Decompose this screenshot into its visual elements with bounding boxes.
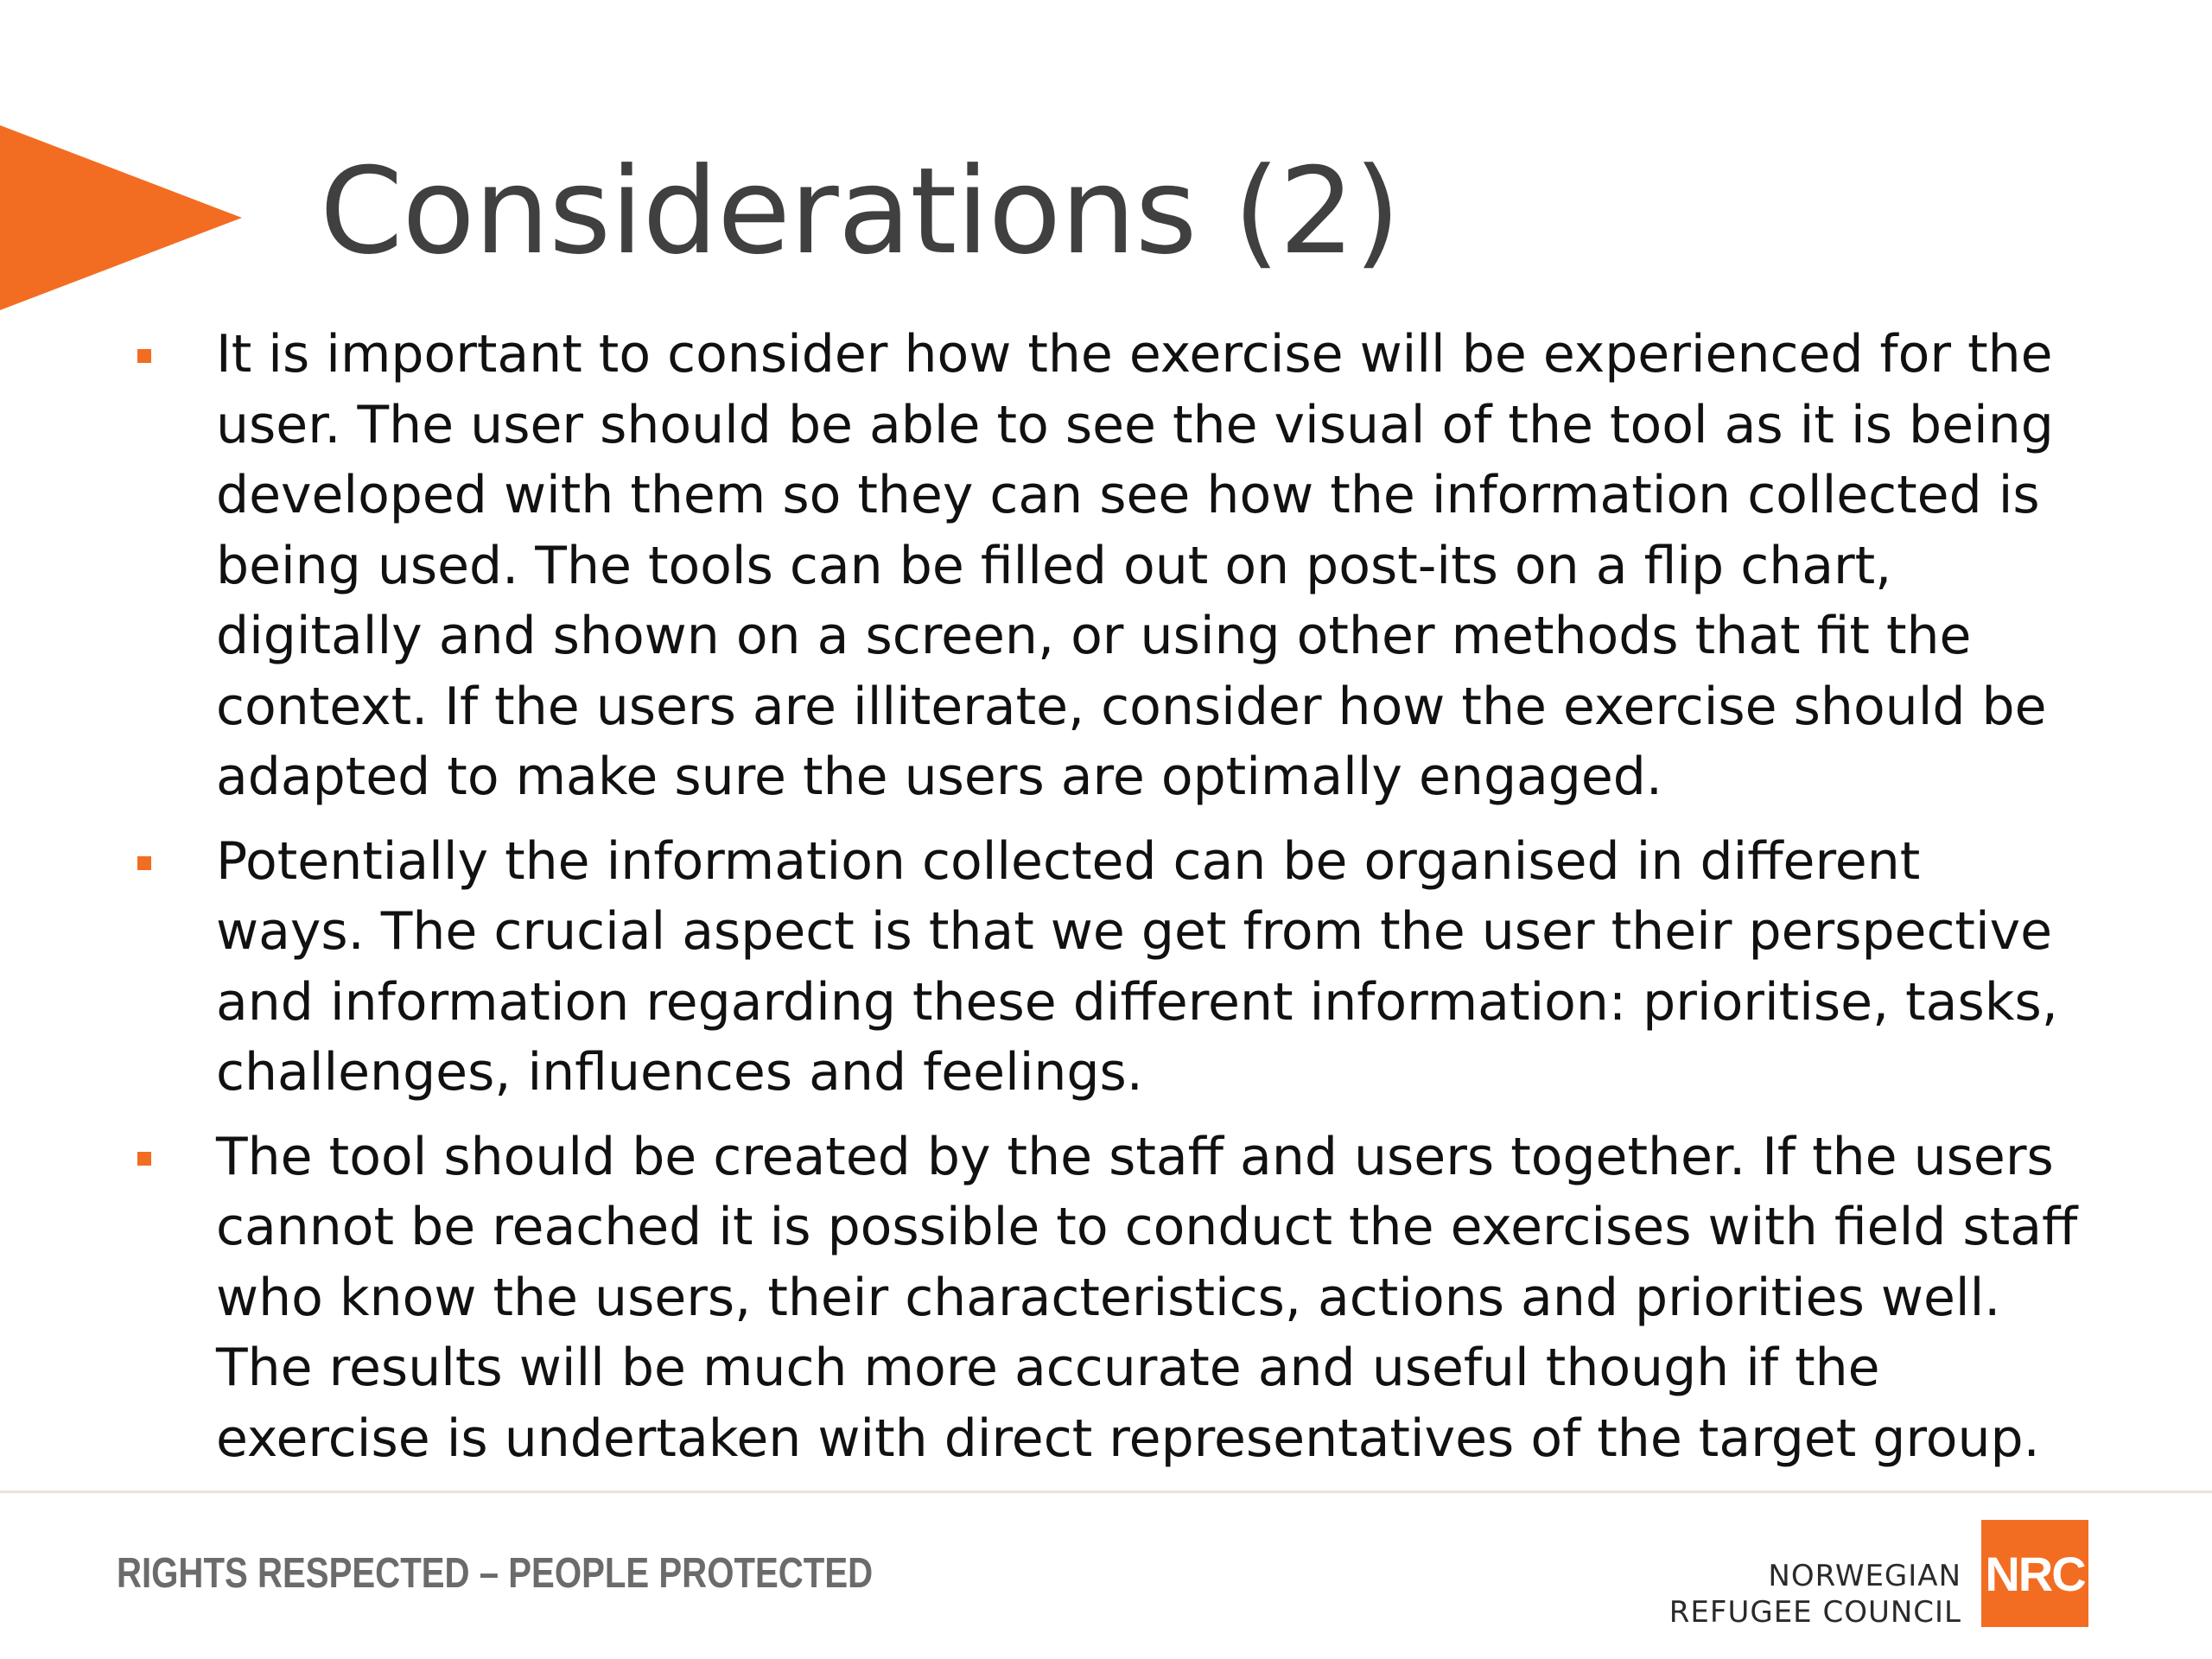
bullet-square-icon [137,1152,151,1166]
nrc-logo: NRC [1981,1520,2088,1627]
bullet-item [0,1122,2082,1475]
bullet-square-icon [137,856,151,870]
org-name-line1: NORWEGIAN [1768,1559,1961,1593]
bullet-text: The tool should be created by the staff and users together. If the users cannot be reached it is possible to conduct the exercises with field staff who know the users, their characteristics, actions and priorities well. The results will be much more accurate and useful though if the exercise is undertaken with direct representatives of the target group. [216,1126,2078,1469]
bullet-item [0,320,2082,813]
footer-tagline: RIGHTS RESPECTED – PEOPLE PROTECTED [117,1550,874,1597]
organization-name [1669,1558,1961,1630]
footer-divider [0,1491,2212,1493]
bullet-item [0,827,2082,1109]
bullet-square-icon [137,349,151,363]
title-arrow-shape [0,125,242,310]
bullet-list [0,320,2212,1488]
bullet-text: Potentially the information collected can be organised in different ways. The crucial aspect is that we get from the user their perspective and information regarding these different information: prioritise, tasks, challenges, influences and feelings. [216,830,2058,1103]
bullet-text: It is important to consider how the exercise will be experienced for the user. The user should be able to see the visual of the tool as it is being developed with them so they can see how the information collected is being used. The tools can be filled out on post-its on a flip chart, digitally and shown on a screen, or using other methods that fit the context. If the users are illiterate, consider how the exercise should be adapted to make sure the users are optimally engaged. [216,324,2054,807]
slide-title: Considerations (2) [320,142,1400,281]
org-name-line2: REFUGEE COUNCIL [1669,1595,1961,1630]
